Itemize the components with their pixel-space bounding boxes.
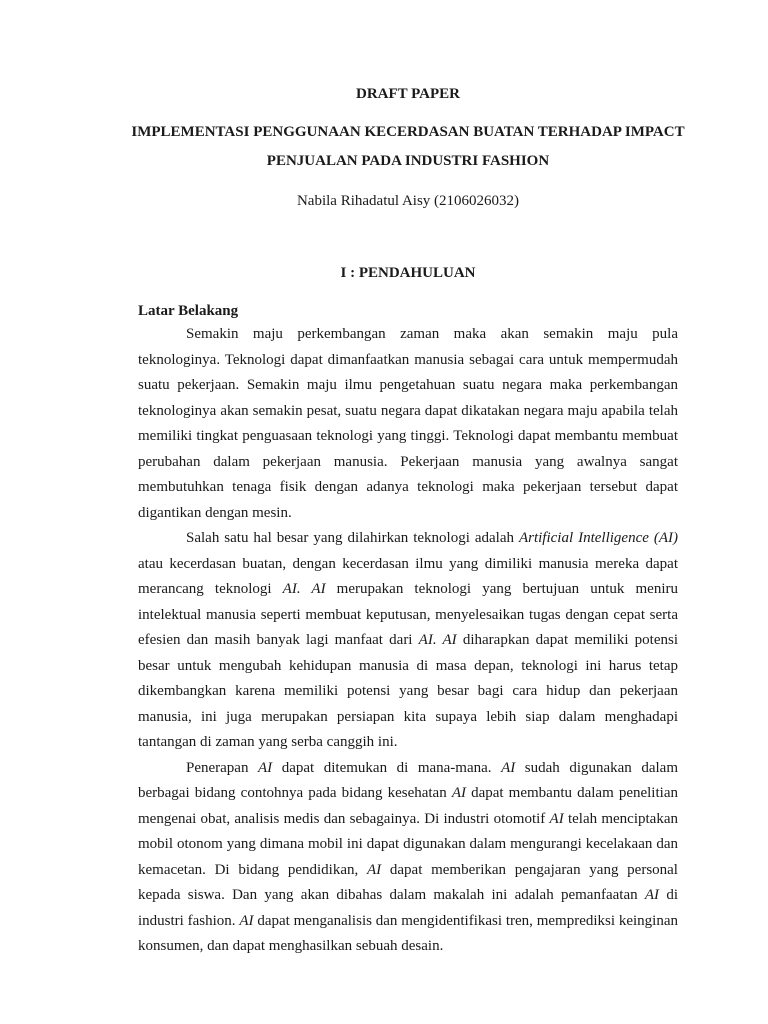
author-line: Nabila Rihadatul Aisy (2106026032) [296,193,520,209]
paragraph-2-italic-1: Artificial Intelligence (AI) [518,530,679,546]
paragraph-2-italic-3: AI. AI [418,632,457,648]
paper-title-line-2: PENJUALAN PADA INDUSTRI FASHION [266,153,550,169]
paragraph-2-text-2: atau kecerdasan buatan, dengan kecerdasan ilmu yang dimiliki manusia mereka dapat merancang teknologi [138,555,678,597]
paragraph-3-text-4: dapat membantu dalam penelitian mengenai obat, analisis medis dan sebagainya. Di industri otomotif [138,785,678,827]
paragraph-3-italic-3: AI [451,785,466,801]
paragraph-2-text-4: diharapkan dapat memiliki potensi besar untuk mengubah kehidupan manusia di masa depan, teknologi ini harus tetap dikembangkan karena memiliki potensi yang besar bagi cara hidup dan pekerjaan manusia, ini juga merupakan persiapan kita supaya lebih siap dalam menghadapi tantangan di zaman yang serba canggih ini. [138,632,678,750]
paragraph-3-italic-7: AI [239,912,254,929]
paper-title-line-1: IMPLEMENTASI PENGGUNAAN KECERDASAN BUATAN TERHADAP IMPACT [131,124,685,140]
paragraph-1-text: Semakin maju perkembangan zaman maka akan semakin maju pula teknologinya. Teknologi dapat dimanfaatkan manusia sebagai cara untuk mempermudah suatu pekerjaan. Semakin maju ilmu pengetahuan suatu negara maka perkembangan teknologinya akan semakin pesat, suatu negara dapat dikatakan negara maju apabila telah memiliki tingkat penguasaan teknologi yang tinggi. Teknologi dapat membantu membuat perubahan dalam pekerjaan manusia. Pekerjaan manusia yang awalnya sangat membutuhkan tenaga fisik dengan adanya teknologi maka pekerjaan tersebut dapat digantikan dengan mesin. [138,326,678,521]
paragraph-2-text-1: Salah satu hal besar yang dilahirkan teknologi adalah [186,530,519,546]
paragraph-3-text-8: dapat menganalisis dan mengidentifikasi tren, memprediksi keinginan konsumen, dan dapat menghasilkan sebuah desain. [138,912,678,954]
paragraph-3-italic-5: AI [366,861,382,878]
paragraph-3 [138,756,678,960]
paragraph-3-text-2: dapat ditemukan di mana-mana. [272,759,502,776]
document-label: DRAFT PAPER [355,86,461,102]
paragraph-3-text-7: di industri fashion. [138,887,678,929]
subsection-heading: Latar Belakang [138,303,239,319]
paragraph-3-italic-1: AI [258,759,273,776]
paragraph-3-text-6: dapat memberikan pengajaran yang personal kepada siswa. Dan yang akan dibahas dalam makalah ini adalah pemanfaatan [138,861,678,903]
paragraph-3-italic-4: AI [549,810,564,827]
paragraph-1 [138,322,678,526]
paragraph-3-italic-2: AI [501,759,516,776]
paragraph-3-text-3: sudah digunakan dalam berbagai bidang contohnya pada bidang kesehatan [138,759,678,801]
body-text [138,322,678,960]
section-heading: I : PENDAHULUAN [340,265,476,281]
paragraph-2-text-3: merupakan teknologi yang bertujuan untuk meniru intelektual manusia seperti membuat keputusan, menyelesaikan tugas dengan cepat serta efesien dan masih banyak lagi manfaat dari [138,581,678,648]
paragraph-3-text-5: telah menciptakan mobil otonom yang dimana mobil ini dapat digunakan dalam mengurangi kecelakaan dan kemacetan. Di bidang pendidikan, [138,810,678,878]
paragraph-3-italic-6: AI [644,887,660,903]
paragraph-2 [138,526,678,756]
paragraph-3-text-1: Penerapan [186,759,259,776]
paper-title [108,118,708,176]
paragraph-2-italic-2: AI. AI [282,581,326,597]
